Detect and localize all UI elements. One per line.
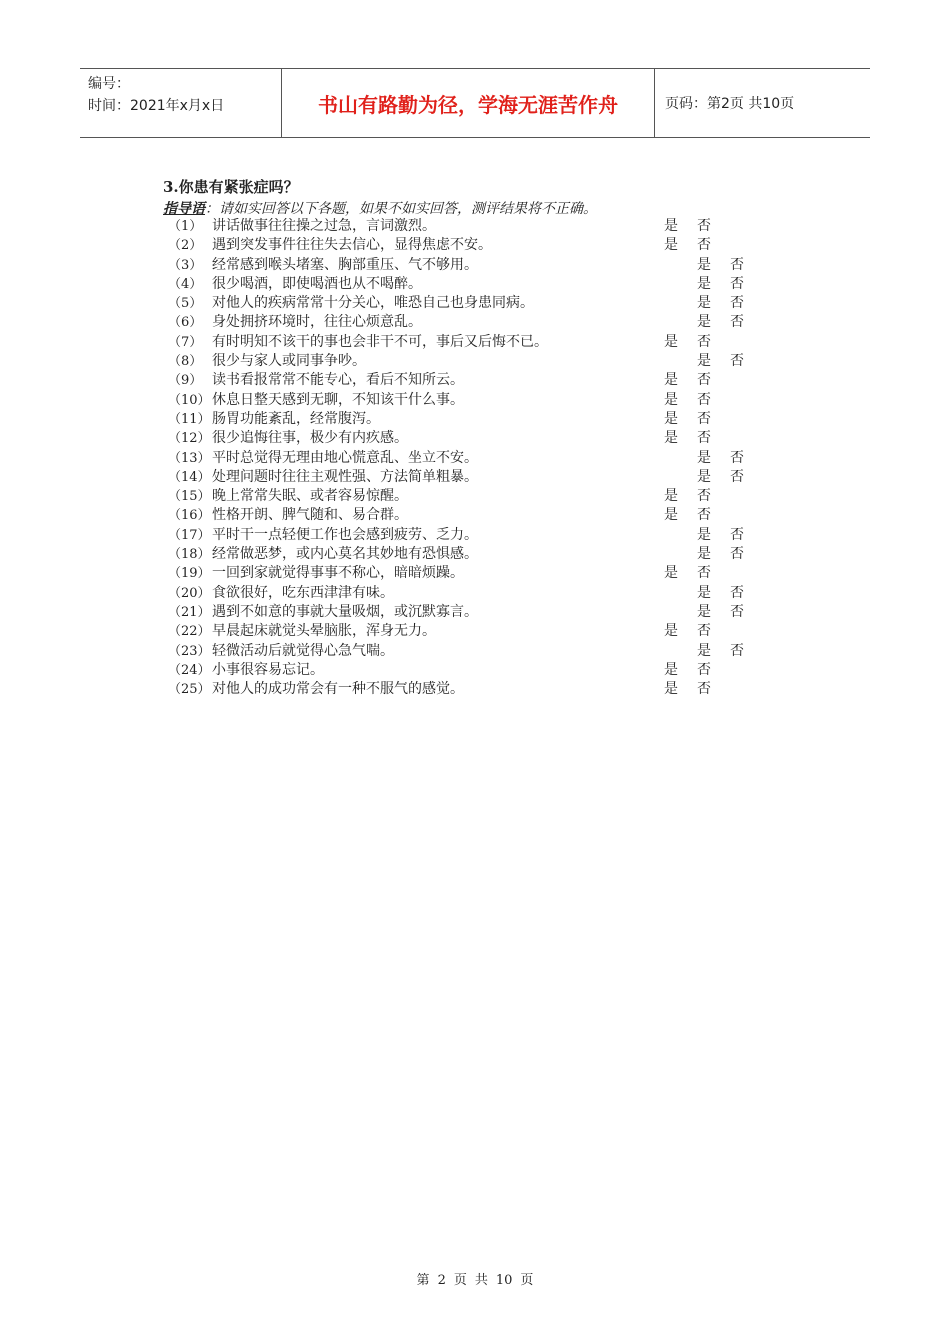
question-item xyxy=(168,333,788,352)
question-text: 有时明知不该干的事也会非干不可，事后又后悔不已。 xyxy=(212,333,548,350)
question-number: （18） xyxy=(168,547,211,563)
header-left-cell xyxy=(80,69,282,137)
question-item xyxy=(168,449,788,468)
answer-no: 否 xyxy=(697,681,711,698)
answer-no: 否 xyxy=(697,661,711,678)
answer-yes: 是 xyxy=(664,333,678,350)
question-text: 肠胃功能紊乱，经常腹泻。 xyxy=(212,410,380,427)
question-text: 处理问题时往往主观性强、方法简单粗暴。 xyxy=(212,468,478,485)
answer-no: 否 xyxy=(697,488,711,505)
question-item xyxy=(168,410,788,429)
question-item xyxy=(168,391,788,410)
section-title: 3.你患有紧张症吗？ xyxy=(163,178,299,196)
question-item xyxy=(168,256,788,275)
question-number: （2） xyxy=(168,238,203,254)
header-page-cell xyxy=(655,69,870,137)
question-number: （7） xyxy=(168,334,203,350)
number-label: 编号： xyxy=(88,76,130,92)
answer-yes: 是 xyxy=(664,237,678,254)
question-item xyxy=(168,526,788,545)
question-item xyxy=(168,468,788,487)
answer-yes: 是 xyxy=(697,642,711,659)
answer-no: 否 xyxy=(730,353,744,370)
question-text: 一回到家就觉得事事不称心，暗暗烦躁。 xyxy=(212,565,464,582)
question-item xyxy=(168,680,788,699)
answer-no: 否 xyxy=(697,430,711,447)
question-text: 性格开朗、脾气随和、易合群。 xyxy=(212,507,408,524)
footer-page-current: 2 xyxy=(437,1273,446,1288)
answer-yes: 是 xyxy=(664,391,678,408)
page-info: 页码：第2页 共10页 xyxy=(665,96,795,112)
question-item xyxy=(168,275,788,294)
question-text: 早晨起床就觉头晕脑胀，浑身无力。 xyxy=(212,623,436,640)
answer-yes: 是 xyxy=(697,314,711,331)
answer-yes: 是 xyxy=(697,449,711,466)
question-number: （1） xyxy=(168,219,203,234)
footer-page-total: 10 xyxy=(495,1273,513,1288)
answer-yes: 是 xyxy=(664,372,678,389)
answer-no: 否 xyxy=(697,333,711,350)
footer-page-unit: 页 xyxy=(453,1273,467,1288)
answer-no: 否 xyxy=(697,391,711,408)
question-item xyxy=(168,506,788,525)
question-text: 对他人的成功常会有一种不服气的感觉。 xyxy=(212,681,464,698)
page-footer xyxy=(0,1269,950,1288)
question-number: （15） xyxy=(168,489,211,505)
answer-no: 否 xyxy=(697,410,711,427)
answer-yes: 是 xyxy=(697,603,711,620)
motto-text: 书山有路勤为径，学海无涯苦作舟 xyxy=(318,92,618,117)
question-item xyxy=(168,545,788,564)
answer-yes: 是 xyxy=(664,218,678,234)
answer-yes: 是 xyxy=(664,410,678,427)
guide-line xyxy=(163,198,597,218)
answer-yes: 是 xyxy=(697,256,711,273)
page-header xyxy=(80,68,870,138)
question-number: （11） xyxy=(168,411,211,427)
answer-no: 否 xyxy=(730,546,744,563)
question-text: 小事很容易忘记。 xyxy=(212,661,324,678)
answer-no: 否 xyxy=(730,314,744,331)
answer-yes: 是 xyxy=(664,430,678,447)
question-text: 遇到不如意的事就大量吸烟，或沉默寡言。 xyxy=(212,603,478,620)
question-item xyxy=(168,661,788,680)
question-text: 很少追悔往事，极少有内疚感。 xyxy=(212,430,408,447)
answer-no: 否 xyxy=(697,237,711,254)
question-item xyxy=(168,352,788,371)
answer-no: 否 xyxy=(730,468,744,485)
answer-no: 否 xyxy=(730,584,744,601)
answer-no: 否 xyxy=(730,603,744,620)
answer-no: 否 xyxy=(730,295,744,312)
question-text: 经常做恶梦，或内心莫名其妙地有恐惧感。 xyxy=(212,546,478,563)
question-number: （19） xyxy=(168,566,211,582)
question-number: （3） xyxy=(168,257,203,273)
question-item xyxy=(168,642,788,661)
question-item xyxy=(168,429,788,448)
question-number: （5） xyxy=(168,296,203,312)
answer-yes: 是 xyxy=(697,546,711,563)
question-number: （25） xyxy=(168,682,211,698)
question-item xyxy=(168,622,788,641)
answer-yes: 是 xyxy=(664,488,678,505)
footer-total-unit: 页 xyxy=(520,1273,534,1288)
question-number: （4） xyxy=(168,276,203,292)
question-number: （14） xyxy=(168,469,211,485)
answer-yes: 是 xyxy=(697,526,711,543)
question-number: （23） xyxy=(168,643,211,659)
question-number: （17） xyxy=(168,527,211,543)
answer-no: 否 xyxy=(730,256,744,273)
question-number: （6） xyxy=(168,315,203,331)
answer-yes: 是 xyxy=(664,623,678,640)
question-text: 对他人的疾病常常十分关心，唯恐自己也身患同病。 xyxy=(212,295,534,312)
question-text: 轻微活动后就觉得心急气喘。 xyxy=(212,642,394,659)
question-number: （10） xyxy=(168,392,211,408)
answer-no: 否 xyxy=(730,642,744,659)
header-motto-cell xyxy=(282,69,655,137)
question-number: （24） xyxy=(168,662,211,678)
question-text: 平时干一点轻便工作也会感到疲劳、乏力。 xyxy=(212,526,478,543)
answer-yes: 是 xyxy=(664,507,678,524)
question-text: 经常感到喉头堵塞、胸部重压、气不够用。 xyxy=(212,256,478,273)
answer-no: 否 xyxy=(697,372,711,389)
question-text: 食欲很好，吃东西津津有味。 xyxy=(212,584,394,601)
question-number: （20） xyxy=(168,585,211,601)
answer-no: 否 xyxy=(730,275,744,292)
answer-yes: 是 xyxy=(697,353,711,370)
question-item xyxy=(168,487,788,506)
footer-page-word: 第 xyxy=(416,1273,430,1288)
question-text: 休息日整天感到无聊，不知该干什么事。 xyxy=(212,391,464,408)
question-text: 读书看报常常不能专心，看后不知所云。 xyxy=(212,372,464,389)
answer-yes: 是 xyxy=(697,275,711,292)
question-text: 很少与家人或同事争吵。 xyxy=(212,353,366,370)
question-text: 很少喝酒，即使喝酒也从不喝醉。 xyxy=(212,275,422,292)
answer-yes: 是 xyxy=(697,295,711,312)
question-item xyxy=(168,584,788,603)
question-text: 遇到突发事件往往失去信心，显得焦虑不安。 xyxy=(212,237,492,254)
footer-total-word: 共 xyxy=(474,1273,488,1288)
question-item xyxy=(168,217,788,236)
question-item xyxy=(168,564,788,583)
question-number: （21） xyxy=(168,604,211,620)
question-number: （22） xyxy=(168,624,211,640)
question-text: 身处拥挤环境时，往往心烦意乱。 xyxy=(212,314,422,331)
question-text: 讲话做事往往操之过急，言词激烈。 xyxy=(212,218,436,234)
time-label: 时间：2021年x月x日 xyxy=(88,98,225,114)
answer-no: 否 xyxy=(697,507,711,524)
question-list xyxy=(168,217,788,699)
answer-no: 否 xyxy=(697,218,711,234)
question-number: （13） xyxy=(168,450,211,466)
question-item xyxy=(168,294,788,313)
answer-yes: 是 xyxy=(664,661,678,678)
question-text: 平时总觉得无理由地心慌意乱、坐立不安。 xyxy=(212,449,478,466)
answer-yes: 是 xyxy=(697,584,711,601)
question-item xyxy=(168,603,788,622)
question-item xyxy=(168,313,788,332)
answer-yes: 是 xyxy=(664,681,678,698)
question-item xyxy=(168,371,788,390)
answer-yes: 是 xyxy=(697,468,711,485)
answer-no: 否 xyxy=(697,565,711,582)
question-text: 晚上常常失眠、或者容易惊醒。 xyxy=(212,488,408,505)
question-item xyxy=(168,236,788,255)
answer-no: 否 xyxy=(730,526,744,543)
guide-label: 指导语 xyxy=(163,201,205,217)
answer-no: 否 xyxy=(730,449,744,466)
answer-no: 否 xyxy=(697,623,711,640)
question-number: （12） xyxy=(168,431,211,447)
guide-text: ：请如实回答以下各题，如果不如实回答，测评结果将不正确。 xyxy=(205,201,597,217)
question-number: （8） xyxy=(168,354,203,370)
answer-yes: 是 xyxy=(664,565,678,582)
question-number: （16） xyxy=(168,508,211,524)
question-number: （9） xyxy=(168,373,203,389)
